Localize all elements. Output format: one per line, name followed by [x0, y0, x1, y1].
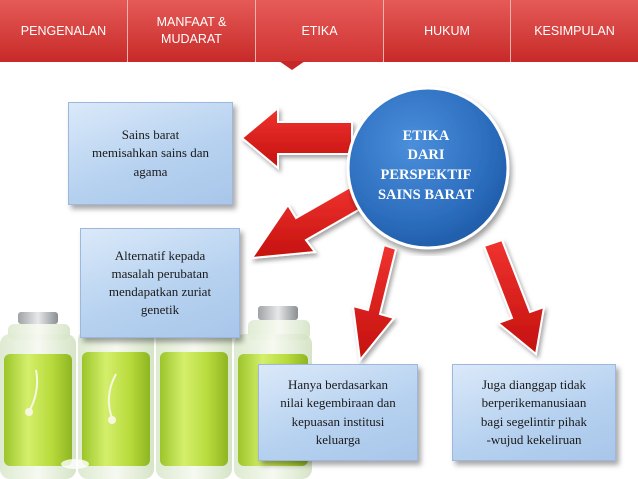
info-box-text: Juga dianggap tidak berperikemanusiaan bagi segelintir pihak -wujud kekeliruan: [480, 377, 588, 447]
center-title: [346, 86, 506, 246]
tab-label: HUKUM: [424, 23, 470, 38]
info-box-text: Hanya berdasarkan nilai kegembiraan dan kepuasan institusi keluarga: [280, 377, 396, 447]
info-box-top-left: [68, 102, 233, 205]
info-box-bottom-center: [258, 364, 418, 461]
tab-label: PENGENALAN: [20, 23, 107, 38]
red-arrow-icon: [242, 108, 352, 168]
info-box-middle-left: [80, 228, 240, 338]
info-box-text: Alternatif kepada masalah perubatan mendapatkan zuriat genetik: [108, 247, 212, 318]
info-box-text: Sains barat memisahkan sains dan agama: [92, 127, 209, 179]
tab-label: ETIKA: [301, 23, 338, 38]
info-box-bottom-right: [452, 364, 616, 461]
red-arrow-icon: [353, 245, 396, 360]
center-title-text: ETIKA DARI PERSPEKTIF SAINS BARAT: [377, 127, 475, 203]
tab-label: MANFAAT & MUDARAT: [156, 15, 227, 46]
red-arrow-icon: [484, 240, 544, 354]
tab-label: KESIMPULAN: [534, 23, 615, 38]
